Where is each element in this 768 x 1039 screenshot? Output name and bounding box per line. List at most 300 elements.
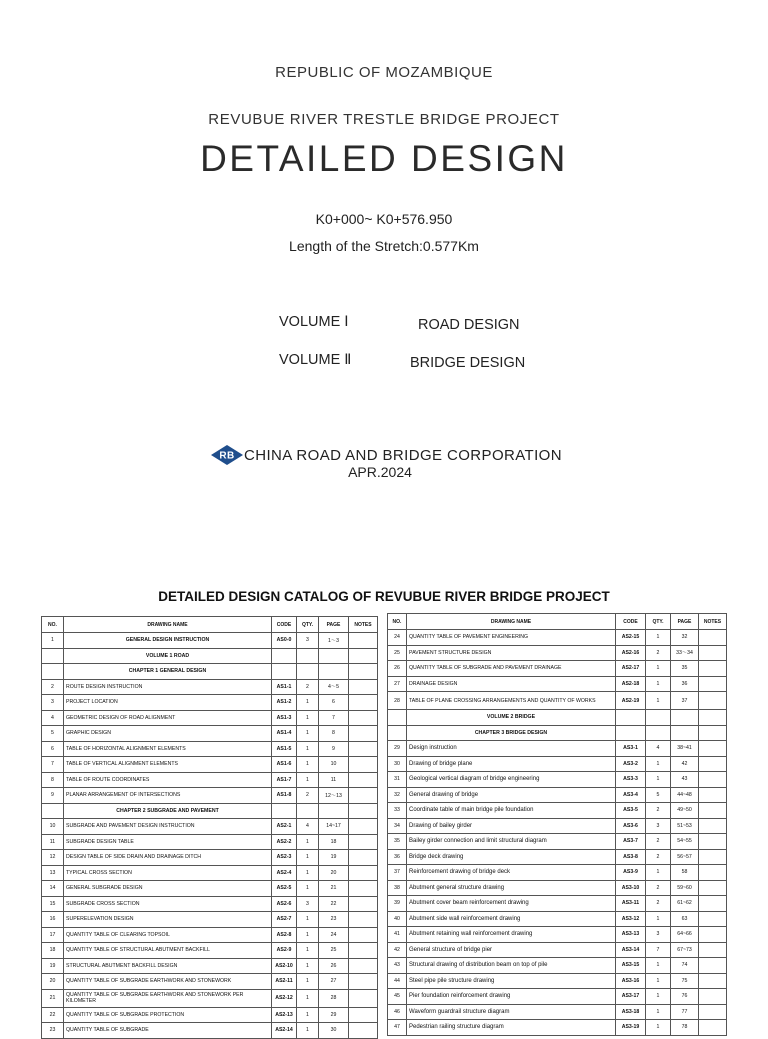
cell-page: 28 [319,989,349,1007]
table-header-row [42,617,378,633]
cell-code: AS3-6 [616,818,646,834]
cell-no: 44 [388,973,407,989]
cell-page: 18 [319,834,349,850]
cell-no: 11 [42,834,64,850]
header-page: PAGE [319,617,349,633]
section-row [42,633,378,649]
cell-drawing-name: Structural drawing of distribution beam on top of pile [407,958,616,974]
cell-notes [349,865,378,881]
table-row [388,958,727,974]
cell-notes [699,772,727,788]
cell-page: 56~57 [671,849,699,865]
table-row [388,927,727,943]
company-logo-text: RB [219,450,235,462]
table-row [388,772,727,788]
cell-no: 13 [42,865,64,881]
company-name: CHINA ROAD AND BRIDGE CORPORATION [244,446,562,464]
table-row [388,865,727,881]
cell-page: 29 [319,1007,349,1023]
cell-notes [699,1020,727,1036]
cell-drawing-name: QUANTITY TABLE OF SUBGRADE PROTECTION [64,1007,272,1023]
table-row [42,1023,378,1039]
cell-notes [349,1007,378,1023]
cell-notes [699,676,727,692]
cell-drawing-name: VOLUME 1 ROAD [64,648,272,664]
table-row [42,710,378,726]
cell-notes [349,974,378,990]
cell-drawing-name: Drawing of bailey girder [407,818,616,834]
cell-page: 30 [319,1023,349,1039]
cell-drawing-name: Pier foundation reinforcement drawing [407,989,616,1005]
table-row [388,1020,727,1036]
cell-no: 29 [388,741,407,757]
table-row [388,942,727,958]
table-row [42,881,378,897]
cell-code: AS2-9 [272,943,297,959]
cell-drawing-name: QUANTITY TABLE OF PAVEMENT ENGINEERING [407,630,616,646]
cell-no [388,725,407,741]
cell-qty: 1 [646,911,671,927]
cell-page: 22 [319,896,349,912]
cell-code: AS3-18 [616,1004,646,1020]
header-drawing-name: DRAWING NAME [407,614,616,630]
cell-code: AS2-18 [616,676,646,692]
table-row [388,645,727,661]
cell-page: 49~50 [671,803,699,819]
cell-page: 7 [319,710,349,726]
cell-no: 39 [388,896,407,912]
cell-page [319,664,349,680]
cell-code: AS1-6 [272,757,297,773]
table-row [388,756,727,772]
cell-notes [349,726,378,742]
document-title: DETAILED DESIGN [200,138,568,179]
cell-qty: 3 [646,818,671,834]
cell-drawing-name: GENERAL DESIGN INSTRUCTION [64,633,272,649]
cell-no: 15 [42,896,64,912]
cell-qty: 2 [646,645,671,661]
table-row [42,695,378,711]
cell-notes [699,880,727,896]
cell-code: AS3-2 [616,756,646,772]
cell-drawing-name: CHAPTER 2 SUBGRADE AND PAVEMENT [64,803,272,819]
cell-drawing-name: STRUCTURAL ABUTMENT BACKFILL DESIGN [64,958,272,974]
table-row [388,989,727,1005]
cell-drawing-name: QUANTITY TABLE OF SUBGRADE [64,1023,272,1039]
cell-drawing-name: SUBGRADE CROSS SECTION [64,896,272,912]
cell-drawing-name: Geological vertical diagram of bridge engineering [407,772,616,788]
cell-code: AS2-6 [272,896,297,912]
cell-code: AS2-1 [272,819,297,835]
cell-notes [349,943,378,959]
table-row [42,943,378,959]
cell-drawing-name: Design instruction [407,741,616,757]
cell-no: 6 [42,741,64,757]
cell-notes [699,834,727,850]
cell-notes [699,803,727,819]
cell-no: 27 [388,676,407,692]
cell-page: 38~41 [671,741,699,757]
cell-page: 61~62 [671,896,699,912]
cell-drawing-name: TABLE OF VERTICAL ALIGNMENT ELEMENTS [64,757,272,773]
cell-notes [349,757,378,773]
cell-notes [349,881,378,897]
table-row [42,1007,378,1023]
cell-drawing-name: TABLE OF HORIZONTAL ALIGNMENT ELEMENTS [64,741,272,757]
cell-no: 28 [388,692,407,710]
cell-page: 44~48 [671,787,699,803]
cell-page: 1～3 [319,633,349,649]
header-notes: NOTES [349,617,378,633]
cell-code: AS2-3 [272,850,297,866]
cell-no [42,648,64,664]
cell-notes [699,896,727,912]
cell-qty: 7 [646,942,671,958]
cell-drawing-name: QUANTITY TABLE OF STRUCTURAL ABUTMENT BACKFILL [64,943,272,959]
cell-notes [699,927,727,943]
cell-qty: 1 [646,661,671,677]
cell-qty: 1 [297,974,319,990]
cell-code: AS3-5 [616,803,646,819]
cell-no: 5 [42,726,64,742]
cell-code: AS1-8 [272,788,297,804]
cell-qty: 1 [646,989,671,1005]
cell-drawing-name: TABLE OF PLANE CROSSING ARRANGEMENTS AND QUANTITY OF WORKS [407,692,616,710]
table-row [42,726,378,742]
cell-page: 78 [671,1020,699,1036]
cell-no: 45 [388,989,407,1005]
cell-qty: 3 [297,633,319,649]
cell-notes [349,633,378,649]
cell-drawing-name: Bailey girder connection and limit structural diagram [407,834,616,850]
cell-code: AS1-7 [272,772,297,788]
cell-page: 54~55 [671,834,699,850]
cell-notes [699,818,727,834]
cell-drawing-name: Reinforcement drawing of bridge deck [407,865,616,881]
cell-drawing-name: GENERAL SUBGRADE DESIGN [64,881,272,897]
cell-page [319,803,349,819]
cell-notes [699,1004,727,1020]
cell-qty: 1 [297,927,319,943]
cell-code: AS2-19 [616,692,646,710]
cell-drawing-name: PROJECT LOCATION [64,695,272,711]
cell-page: 4～5 [319,679,349,695]
cell-code [272,648,297,664]
cell-notes [349,819,378,835]
stretch-length: Length of the Stretch:0.577Km [289,238,479,254]
cell-code: AS3-16 [616,973,646,989]
cell-drawing-name: General structure of bridge pier [407,942,616,958]
cell-no: 1 [42,633,64,649]
cell-page [671,725,699,741]
cell-drawing-name: TABLE OF ROUTE COORDINATES [64,772,272,788]
table-row [42,989,378,1007]
cell-page: 37 [671,692,699,710]
cell-notes [349,710,378,726]
cell-no: 41 [388,927,407,943]
cell-page: 20 [319,865,349,881]
cell-no: 35 [388,834,407,850]
cell-notes [699,645,727,661]
cell-no: 40 [388,911,407,927]
header-qty: QTY. [297,617,319,633]
cell-code: AS1-2 [272,695,297,711]
cell-no: 8 [42,772,64,788]
cell-no [42,664,64,680]
cell-notes [699,942,727,958]
cell-page: 64~66 [671,927,699,943]
cell-qty: 1 [297,881,319,897]
cell-drawing-name: QUANTITY TABLE OF SUBGRADE EARTHWORK AND STONEWORK PER KILOMETER [64,989,272,1007]
cell-no: 46 [388,1004,407,1020]
cell-notes [349,927,378,943]
cell-qty: 1 [646,1004,671,1020]
cell-notes [699,911,727,927]
table-row [42,819,378,835]
cell-notes [699,661,727,677]
table-row [388,896,727,912]
catalog-title: DETAILED DESIGN CATALOG OF REVUBUE RIVER BRIDGE PROJECT [158,589,610,604]
cell-code: AS2-13 [272,1007,297,1023]
cell-drawing-name: Abutment general structure drawing [407,880,616,896]
cell-page: 9 [319,741,349,757]
cell-notes [349,989,378,1007]
cell-drawing-name: GEOMETRIC DESIGN OF ROAD ALIGNMENT [64,710,272,726]
cell-notes [349,772,378,788]
cell-drawing-name: General drawing of bridge [407,787,616,803]
header-no: NO. [388,614,407,630]
cell-qty: 5 [646,787,671,803]
cell-no: 31 [388,772,407,788]
cell-page: 36 [671,676,699,692]
cell-no: 12 [42,850,64,866]
cell-no: 36 [388,849,407,865]
cell-no: 7 [42,757,64,773]
catalog-table-right [387,613,727,1036]
cell-drawing-name: Waveform guardrail structure diagram [407,1004,616,1020]
cell-code: AS2-12 [272,989,297,1007]
cell-code: AS3-13 [616,927,646,943]
cell-no: 26 [388,661,407,677]
cell-page: 8 [319,726,349,742]
cell-drawing-name: TYPICAL CROSS SECTION [64,865,272,881]
cell-page: 24 [319,927,349,943]
cell-drawing-name: Abutment side wall reinforcement drawing [407,911,616,927]
cell-code: AS2-10 [272,958,297,974]
company-logo-icon [210,444,244,466]
cell-page: 43 [671,772,699,788]
cell-code [272,803,297,819]
cell-notes [699,958,727,974]
cell-code: AS1-3 [272,710,297,726]
cell-qty: 4 [646,741,671,757]
cell-qty: 1 [646,676,671,692]
header-code: CODE [616,614,646,630]
cell-page: 12～13 [319,788,349,804]
cell-page: 75 [671,973,699,989]
cell-page: 59~60 [671,880,699,896]
cell-qty: 1 [646,1020,671,1036]
cell-qty: 3 [646,927,671,943]
cell-qty: 1 [646,630,671,646]
table-row [388,630,727,646]
cell-page: 6 [319,695,349,711]
cell-qty: 1 [646,865,671,881]
cell-code: AS1-1 [272,679,297,695]
issue-date: APR.2024 [348,464,412,480]
cell-drawing-name: Bridge deck drawing [407,849,616,865]
cell-qty: 1 [646,692,671,710]
cell-drawing-name: DRAINAGE DESIGN [407,676,616,692]
cell-no: 38 [388,880,407,896]
cell-code: AS2-5 [272,881,297,897]
cell-qty: 2 [646,834,671,850]
volume-2-label: VOLUME Ⅱ [279,352,352,368]
cell-drawing-name: Abutment cover beam reinforcement drawing [407,896,616,912]
cell-qty: 2 [297,788,319,804]
cell-page: 23 [319,912,349,928]
cell-no: 24 [388,630,407,646]
table-row [388,849,727,865]
table-row [42,679,378,695]
cell-no: 37 [388,865,407,881]
cell-code: AS2-4 [272,865,297,881]
section-row [388,710,727,726]
cell-drawing-name: VOLUME 2 BRIDGE [407,710,616,726]
cell-notes [349,679,378,695]
cell-qty [646,710,671,726]
cell-notes [699,756,727,772]
cell-code: AS2-14 [272,1023,297,1039]
cell-qty: 1 [297,865,319,881]
cell-qty: 1 [297,757,319,773]
chainage-range: K0+000~ K0+576.950 [315,211,453,227]
table-row [42,788,378,804]
cell-code: AS2-15 [616,630,646,646]
cell-page: 76 [671,989,699,1005]
cell-page: 19 [319,850,349,866]
table-row [388,661,727,677]
cell-page: 32 [671,630,699,646]
cell-code: AS1-5 [272,741,297,757]
cell-code: AS1-4 [272,726,297,742]
cell-code: AS3-7 [616,834,646,850]
table-row [388,741,727,757]
cell-code: AS2-2 [272,834,297,850]
table-row [42,850,378,866]
cell-qty: 2 [646,880,671,896]
cell-no: 34 [388,818,407,834]
cell-qty: 1 [297,850,319,866]
table-row [42,741,378,757]
cell-no: 18 [42,943,64,959]
table-row [388,973,727,989]
cell-no [42,803,64,819]
table-row [42,834,378,850]
cell-code: AS2-8 [272,927,297,943]
cell-qty [646,725,671,741]
cell-code [616,725,646,741]
table-row [388,676,727,692]
cell-drawing-name: CHAPTER 3 BRIDGE DESIGN [407,725,616,741]
cell-code: AS3-9 [616,865,646,881]
cell-code: AS3-4 [616,787,646,803]
cell-code: AS3-19 [616,1020,646,1036]
cell-no: 25 [388,645,407,661]
cell-page: 11 [319,772,349,788]
cell-no: 4 [42,710,64,726]
cell-qty [297,664,319,680]
table-row [42,912,378,928]
volume-1-name: ROAD DESIGN [418,317,520,333]
cell-code: AS3-10 [616,880,646,896]
table-row [388,1004,727,1020]
cell-no: 30 [388,756,407,772]
cell-page: 63 [671,911,699,927]
cell-qty: 2 [646,803,671,819]
cell-code: AS3-17 [616,989,646,1005]
table-row [388,834,727,850]
cell-no: 2 [42,679,64,695]
cell-notes [349,664,378,680]
cell-qty: 2 [646,849,671,865]
cell-notes [349,741,378,757]
table-header-row [388,614,727,630]
cell-qty: 2 [646,896,671,912]
project-name: REVUBUE RIVER TRESTLE BRIDGE PROJECT [208,111,560,128]
volume-1-label: VOLUME Ⅰ [279,314,349,330]
cell-notes [699,787,727,803]
table-row [42,757,378,773]
cell-notes [349,958,378,974]
cell-no: 21 [42,989,64,1007]
cell-qty: 2 [297,679,319,695]
cell-no: 23 [42,1023,64,1039]
table-row [42,958,378,974]
cell-notes [699,630,727,646]
cell-qty: 1 [297,1007,319,1023]
cell-qty: 1 [297,834,319,850]
cell-page: 77 [671,1004,699,1020]
cell-no: 17 [42,927,64,943]
table-row [388,692,727,710]
header-qty: QTY. [646,614,671,630]
cell-notes [699,865,727,881]
cell-drawing-name: GRAPHIC DESIGN [64,726,272,742]
cell-qty: 1 [297,912,319,928]
cell-code [272,664,297,680]
cell-notes [699,973,727,989]
cell-code [616,710,646,726]
cell-notes [699,741,727,757]
header-no: NO. [42,617,64,633]
cell-qty: 1 [297,989,319,1007]
cell-notes [349,803,378,819]
cell-page: 67~73 [671,942,699,958]
cell-code: AS2-7 [272,912,297,928]
cell-no: 33 [388,803,407,819]
cell-qty: 1 [646,973,671,989]
section-row [42,648,378,664]
cell-no [388,710,407,726]
table-row [388,803,727,819]
cell-notes [349,788,378,804]
cell-code: AS3-14 [616,942,646,958]
cell-page [319,648,349,664]
cell-qty: 1 [297,695,319,711]
cell-qty: 1 [646,772,671,788]
cell-no: 10 [42,819,64,835]
